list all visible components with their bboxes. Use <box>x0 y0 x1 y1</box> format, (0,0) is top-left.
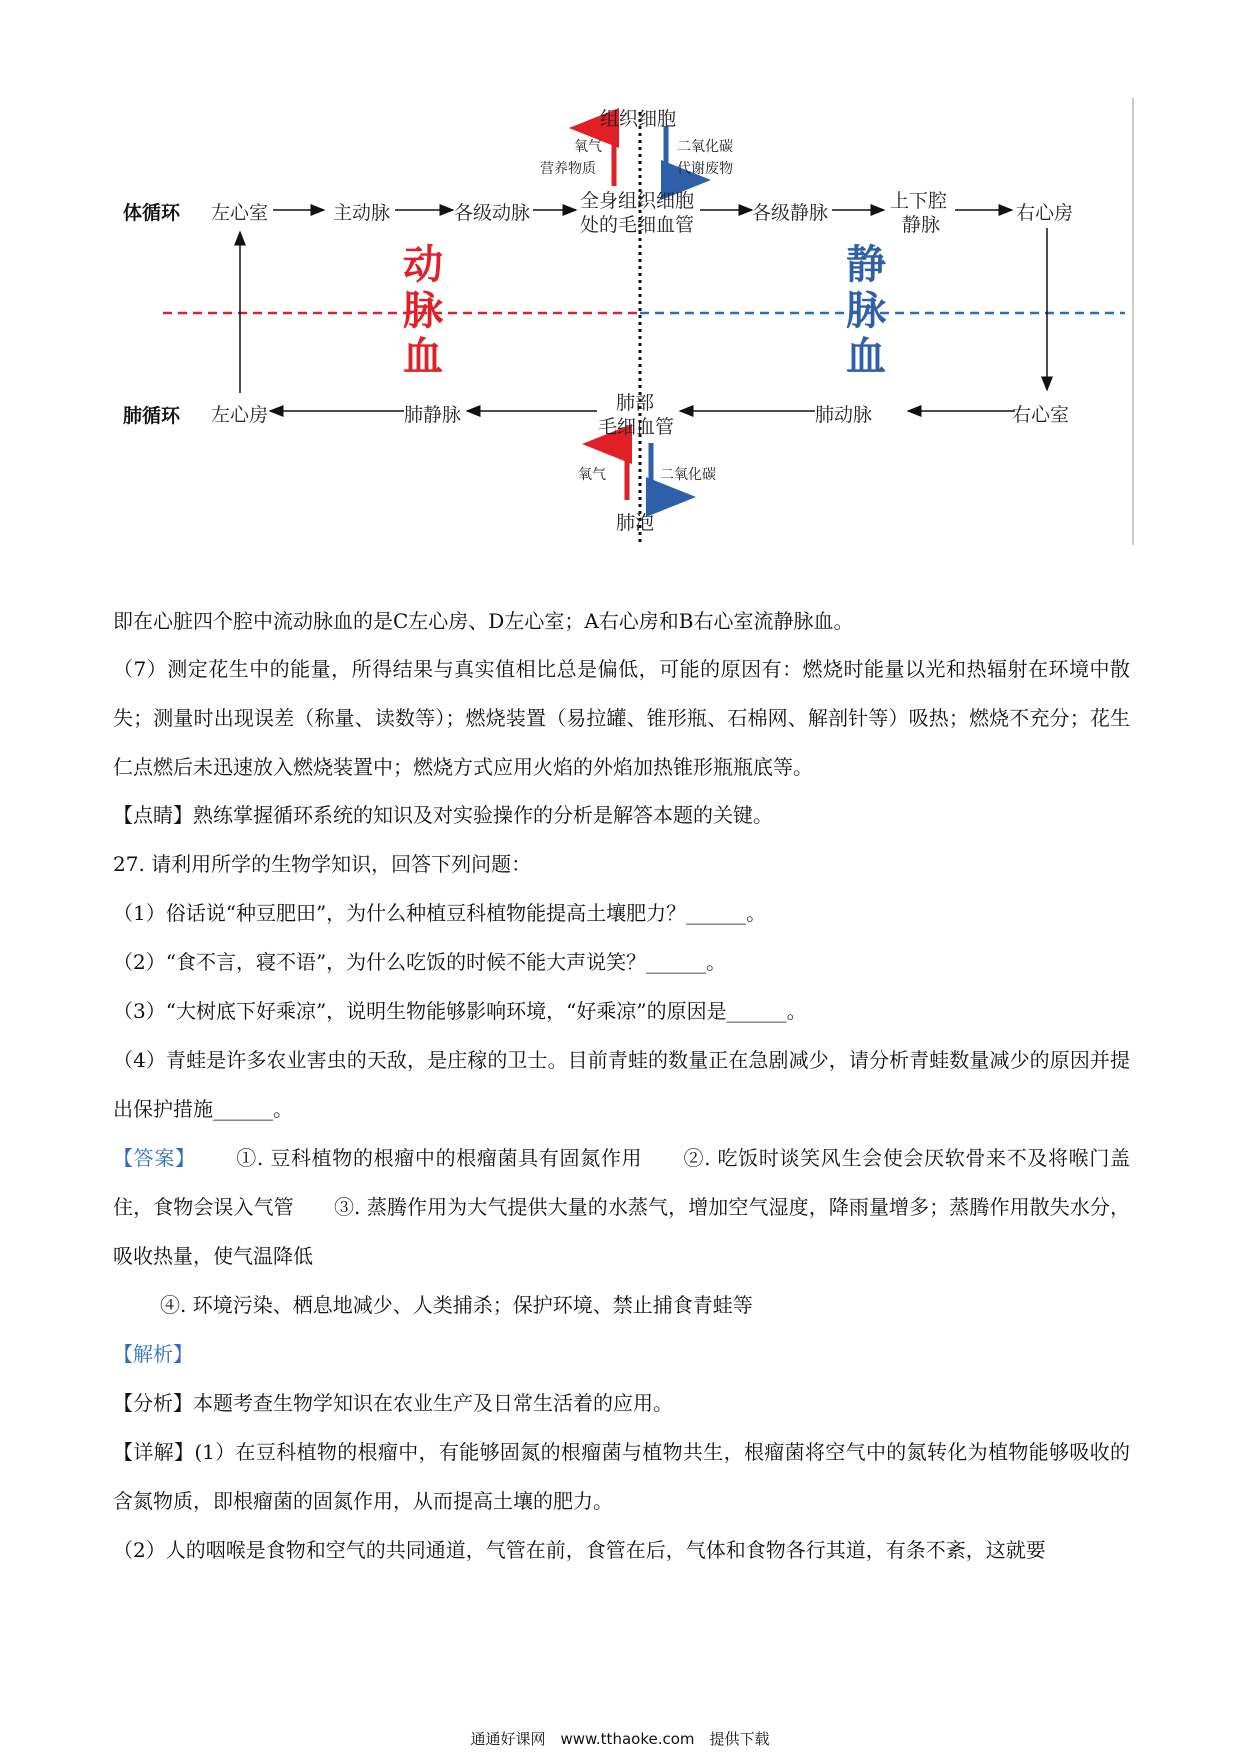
vena-cava-line1: 上下腔 <box>890 190 948 212</box>
answer-tag: 【答案】 <box>113 1146 196 1170</box>
alveoli-label: 肺泡 <box>616 512 655 534</box>
answer-text: ①. 豆科植物的根瘤中的根瘤菌具有固氮作用 ②. 吃饭时谈笑风生会使会厌软骨来不及将喉门盖住，食物会误入气管 ③. 蒸腾作用为大气提供大量的水蒸气，增加空气湿度，降雨量增多；蒸腾作用散失水分，吸收热量，使气温降低 <box>113 1146 1131 1268</box>
oxygen-label-bottom: 氧气 <box>578 467 606 483</box>
arterial-blood-char-1: 动 <box>403 242 443 288</box>
aorta-label: 主动脉 <box>333 202 391 224</box>
co2-label-bottom: 二氧化碳 <box>660 467 716 483</box>
body-capillaries-line2: 处的毛细血管 <box>580 214 695 236</box>
co2-label-top: 二氧化碳 <box>677 139 733 155</box>
arterial-blood-char-2: 脉 <box>403 288 443 334</box>
venous-blood-char-2: 脉 <box>846 288 886 334</box>
pulmonary-vein-label: 肺静脉 <box>404 404 462 426</box>
right-ventricle-label: 右心室 <box>1012 404 1070 426</box>
body-capillaries-line1: 全身组织细胞 <box>580 190 695 212</box>
lung-capillaries-line2: 毛细血管 <box>598 416 675 438</box>
question-27-part-3: （3）“大树底下好乘凉”，说明生物能够影响环境，“好乘凉”的原因是______。 <box>113 999 807 1023</box>
analysis-tag: 【解析】 <box>113 1342 193 1366</box>
page-footer: 通通好课网 www.tthaoke.com 提供下载 <box>470 1730 770 1748</box>
waste-label-top: 代谢废物 <box>677 161 733 177</box>
venous-blood-char-1: 静 <box>846 242 886 288</box>
paragraph-last: （2）人的咽喉是食物和空气的共同通道，气管在前，食管在后，气体和食物各行其道，有条不紊，这就要 <box>113 1538 1046 1562</box>
vena-cava-line2: 静脉 <box>902 214 941 236</box>
paragraph-analysis: 【分析】本题考查生物学知识在农业生产及日常生活着的应用。 <box>113 1391 673 1415</box>
pulmonary-artery-label: 肺动脉 <box>815 404 873 426</box>
paragraph-chambers: 即在心脏四个腔中流动脉血的是C左心房、D左心室；A右心房和B右心室流静脉血。 <box>113 609 854 633</box>
question-27-part-4: （4）青蛙是许多农业害虫的天敌，是庄稼的卫士。目前青蛙的数量正在急剧减少，请分析青蛙数量减少的原因并提出保护措施______。 <box>113 1048 1130 1121</box>
veins-label: 各级静脉 <box>752 202 829 224</box>
oxygen-label-top: 氧气 <box>574 139 602 155</box>
pulmonary-circulation-label: 肺循环 <box>123 405 181 427</box>
lung-capillaries-line1: 肺部 <box>616 392 655 414</box>
paragraph-detail: 【详解】(1）在豆科植物的根瘤中，有能够固氮的根瘤菌与植物共生，根瘤菌将空气中的氮转化为植物能够吸收的含氮物质，即根瘤菌的固氮作用，从而提高土壤的肥力。 <box>113 1440 1130 1513</box>
left-ventricle-label: 左心室 <box>211 202 269 224</box>
question-27-title: 27. 请利用所学的生物学知识，回答下列问题： <box>113 852 532 876</box>
nutrients-label-top: 营养物质 <box>540 161 596 177</box>
tissue-cell-label: 组织细胞 <box>600 108 677 130</box>
arterial-blood-char-3: 血 <box>403 334 443 380</box>
systemic-circulation-label: 体循环 <box>123 202 181 224</box>
paragraph-tip: 【点睛】熟练掌握循环系统的知识及对实验操作的分析是解答本题的关键。 <box>113 803 773 827</box>
venous-blood-char-3: 血 <box>846 334 886 380</box>
answer-4: ④. 环境污染、栖息地减少、人类捕杀；保护环境、禁止捕食青蛙等 <box>160 1293 753 1317</box>
paragraph-peanut-energy: （7）测定花生中的能量，所得结果与真实值相比总是偏低，可能的原因有：燃烧时能量以光和热辐射在环境中散失；测量时出现误差（称量、读数等）；燃烧装置（易拉罐、锥形瓶、石棉网、解剖针等）吸热；燃烧不充分；花生仁点燃后未迅速放入燃烧装置中；燃烧方式应用火焰的外焰加热锥形瓶瓶底等。 <box>113 657 1130 779</box>
right-atrium-label: 右心房 <box>1016 202 1074 224</box>
left-atrium-label: 左心房 <box>211 404 269 426</box>
question-27-part-2: （2）“食不言，寝不语”，为什么吃饭的时候不能大声说笑？______。 <box>113 950 727 974</box>
answer-block <box>113 1134 1130 1281</box>
arteries-label: 各级动脉 <box>454 202 531 224</box>
question-27-part-1: （1）俗话说“种豆肥田”，为什么种植豆科植物能提高土壤肥力？______。 <box>113 901 767 925</box>
circulation-diagram-lines <box>0 0 1240 560</box>
